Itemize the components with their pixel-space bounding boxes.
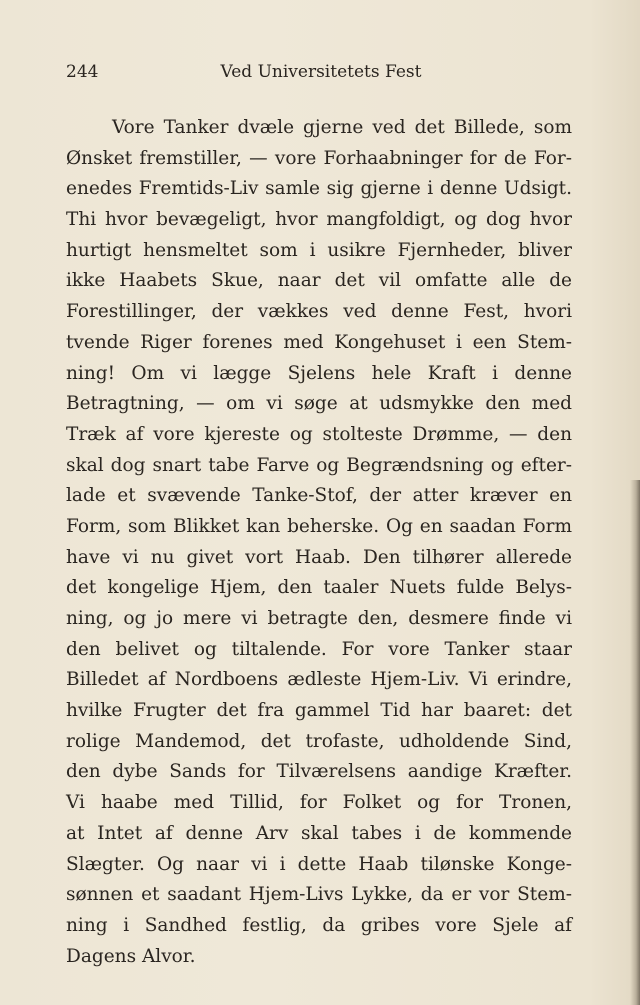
running-title: Ved Universitetets Fest xyxy=(220,62,422,82)
text-line: have vi nu givet vort Haab. Den tilhører allerede xyxy=(66,546,572,568)
text-line: Vore Tanker dvæle gjerne ved det Billede, som xyxy=(112,117,572,138)
text-line: hurtigt hensmeltet som i usikre Fjernheder, bliver xyxy=(66,239,572,261)
page-header xyxy=(66,62,576,86)
text-line: Vi haabe med Tillid, for Folket og for Tronen, xyxy=(66,792,572,814)
text-line: Forestillinger, der vækkes ved denne Fest, hvori xyxy=(66,301,572,323)
text-line: Ønsket fremstiller, — vore Forhaabninger for de For- xyxy=(66,147,572,169)
text-line: Træk af vore kjereste og stolteste Drømme, — den xyxy=(66,423,572,445)
text-line: Billedet af Nordboens ædleste Hjem-Liv. Vi erindre, xyxy=(66,669,572,691)
text-line: Dagens Alvor. xyxy=(66,945,196,967)
text-line: hvilke Frugter det fra gammel Tid har baaret: det xyxy=(66,700,572,722)
text-line: den dybe Sands for Tilværelsens aandige Kræfter. xyxy=(66,761,572,783)
text-line: Form, som Blikket kan beherske. Og en saadan Form xyxy=(66,515,572,537)
page-edge-shadow xyxy=(630,480,640,1005)
text-line: ning! Om vi lægge Sjelens hele Kraft i denne xyxy=(66,362,572,384)
text-line: sønnen et saadant Hjem-Livs Lykke, da er vor Stem- xyxy=(66,884,572,906)
text-line: at Intet af denne Arv skal tabes i de kommende xyxy=(66,822,572,844)
text-line: Thi hvor bevægeligt, hvor mangfoldigt, og dog hvor xyxy=(66,209,572,231)
text-line: ning, og jo mere vi betragte den, desmere finde vi xyxy=(66,608,572,629)
page-number: 244 xyxy=(66,62,99,82)
text-line: enedes Fremtids-Liv samle sig gjerne i denne Udsigt. xyxy=(66,178,572,200)
text-line: den belivet og tiltalende. For vore Tanker staar xyxy=(66,638,572,660)
text-line: Betragtning, — om vi søge at udsmykke den med xyxy=(66,393,572,415)
text-line: det kongelige Hjem, den taaler Nuets fulde Belys- xyxy=(66,577,572,599)
text-line: Slægter. Og naar vi i dette Haab tilønske Konge- xyxy=(66,853,572,875)
text-line: ning i Sandhed festlig, da gribes vore Sjele af xyxy=(66,914,572,936)
text-line: tvende Riger forenes med Kongehuset i een Stem- xyxy=(66,331,572,353)
text-line: rolige Mandemod, det trofaste, udholdende Sind, xyxy=(66,730,572,752)
text-line: skal dog snart tabe Farve og Begrændsning og efter- xyxy=(66,454,572,476)
text-line: ikke Haabets Skue, naar det vil omfatte alle de xyxy=(66,270,572,292)
body-text xyxy=(66,113,572,972)
text-line: lade et svævende Tanke-Stof, der atter kræver en xyxy=(66,485,572,507)
